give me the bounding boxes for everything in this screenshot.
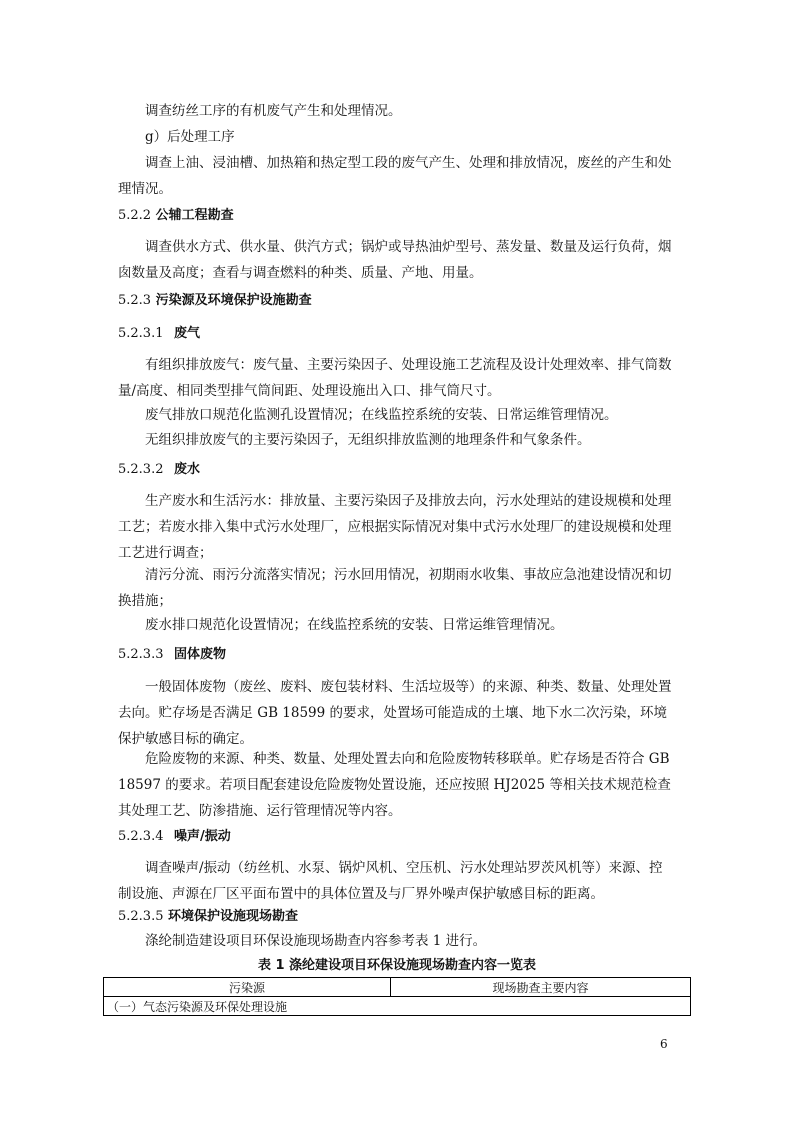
paragraph-emission-outlet: 废气排放口规范化监测孔设置情况；在线监控系统的安装、日常运维管理情况。 [145, 407, 618, 423]
table-caption: 表 1 涤纶建设项目环保设施现场勘查内容一览表 [257, 958, 537, 973]
paragraph-wastewater: 生产废水和生活污水：排放量、主要污染因子及排放去向，污水处理站的建设规模和处理工艺；若废水排入集中式污水处理厂，应根据实际情况对集中式污水处理厂的建设规模和处理工艺进行调查； [118, 493, 672, 561]
heading-number: 5.2.3.1 [118, 326, 164, 341]
heading-5-2-3-5 [118, 907, 298, 927]
heading-title: 固体废物 [174, 647, 227, 662]
heading-number: 5.2.3.2 [118, 462, 164, 477]
heading-number: 5.2.3.3 [118, 647, 164, 662]
page-number: 6 [660, 1037, 668, 1051]
heading-title: 公辅工程勘查 [155, 208, 234, 223]
heading-number: 5.2.3.5 [118, 909, 164, 924]
list-item-post-processing: g）后处理工序 [145, 129, 235, 145]
table-row [104, 997, 691, 1016]
heading-number: 5.2.3 [118, 293, 152, 308]
heading-5-2-2 [118, 206, 234, 226]
paragraph-organized-emission: 有组织排放废气：废气量、主要污染因子、处理设施工艺流程及设计处理效率、排气筒数量/高度、相同类型排气筒间距、处理设施出入口、排气筒尺寸。 [118, 357, 672, 399]
paragraph-fugitive-emission: 无组织排放废气的主要污染因子，无组织排放监测的地理条件和气象条件。 [145, 432, 591, 448]
table-header-row [104, 978, 691, 997]
heading-number: 5.2.3.4 [118, 829, 164, 844]
paragraph-table-reference: 涤纶制造建设项目环保设施现场勘查内容参考表 1 进行。 [145, 933, 487, 949]
heading-title: 废气 [174, 326, 201, 341]
inspection-table [103, 977, 691, 1016]
paragraph-spinning-waste-gas: 调查纺丝工序的有机废气产生和处理情况。 [145, 103, 402, 119]
heading-5-2-3-1 [118, 324, 200, 344]
table-section-cell: （一）气态污染源及环保处理设施 [104, 997, 691, 1016]
paragraph-hazardous-waste: 危险废物的来源、种类、数量、处理处置去向和危险废物转移联单。贮存场是否符合 GB 18597 的要求。若项目配套建设危险废物处置设施，还应按照 HJ2025 等相关技术规范检查其处理工艺、防渗措施、运行管理情况等内容。 [118, 751, 671, 819]
table-header-cell: 现场勘查主要内容 [391, 978, 691, 997]
paragraph-general-solid-waste: 一般固体废物（废丝、废料、废包装材料、生活垃圾等）的来源、种类、数量、处理处置去向。贮存场是否满足 GB 18599 的要求，处置场可能造成的土壤、地下水二次污染，环境保护敏感目标的确定。 [118, 679, 672, 747]
heading-5-2-3-4 [118, 827, 231, 847]
paragraph-post-processing: 调查上油、浸油槽、加热箱和热定型工段的废气产生、处理和排放情况，废丝的产生和处理情况。 [118, 155, 672, 197]
heading-title: 废水 [174, 462, 201, 477]
heading-title: 噪声/振动 [174, 829, 231, 844]
heading-5-2-3-3 [118, 645, 226, 665]
heading-title: 污染源及环境保护设施勘查 [155, 293, 312, 308]
heading-5-2-3 [118, 291, 312, 311]
paragraph-rain-sewage: 清污分流、雨污分流落实情况；污水回用情况，初期雨水收集、事故应急池建设情况和切换措施； [118, 567, 672, 609]
paragraph-wastewater-outlet: 废水排口规范化设置情况；在线监控系统的安装、日常运维管理情况。 [145, 617, 564, 633]
paragraph-utilities: 调查供水方式、供水量、供汽方式；锅炉或导热油炉型号、蒸发量、数量及运行负荷，烟囱数量及高度；查看与调查燃料的种类、质量、产地、用量。 [118, 239, 672, 281]
heading-5-2-3-2 [118, 460, 200, 480]
heading-number: 5.2.2 [118, 208, 152, 223]
paragraph-noise: 调查噪声/振动（纺丝机、水泵、锅炉风机、空压机、污水处理站罗茨风机等）来源、控制设施、声源在厂区平面布置中的具体位置及与厂界外噪声保护敏感目标的距离。 [118, 860, 663, 902]
heading-title: 环境保护设施现场勘查 [168, 909, 299, 924]
table-header-cell: 污染源 [104, 978, 391, 997]
